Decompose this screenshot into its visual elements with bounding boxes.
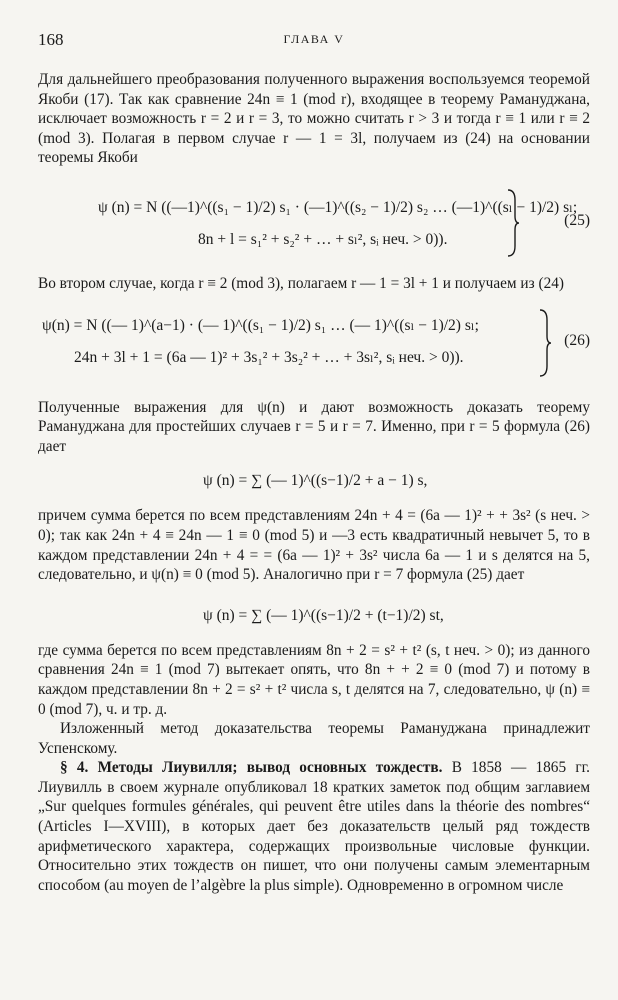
equation-25-number: (25) [564,211,590,229]
equation-sum-1 [38,456,590,506]
paragraph-3: Полученные выражения для ψ(n) и дают возможность доказать теорему Рамануджана для простейших случаев r = 5 и r = 7. Именно, при r = 5 формула (26) дает [38,398,590,455]
equation-sum-1-text: ψ (n) = ∑ (— 1)^((s−1)/2 + a − 1) s, [203,472,428,490]
section-paragraph [38,758,590,895]
page-number: 168 [38,30,64,49]
paragraph-6: Изложенный метод доказательства теоремы Рамануджана принадлежит Успенскому. [38,720,590,757]
equation-26 [38,294,590,386]
book-page [38,30,590,895]
paragraph-1: Для дальнейшего преобразования полученного выражения воспользуемся теоремой Якоби (17). Так как сравнение 24n ≡ 1 (mod r), входящее в теорему Рамануджана, исключает возможность r = 2 и r = 3, то можно считать r > 3 и тогда r ≡ 1 или r ≡ 2 (mod 3). Полагая в первом случае r — 1 = 3l, получаем из (24) на основании теоремы Якоби [38,71,590,167]
equation-26-line-1: ψ(n) = N ((— 1)^(a−1) · (— 1)^((s₁ − 1)/2) s₁ … (— 1)^((sₗ − 1)/2) sₗ; [42,316,479,334]
paragraph-4: причем сумма берется по всем представлениям 24n + 4 = (6a — 1)² + + 3s² (s неч. > 0); так как 24n + 4 ≡ 24n — 1 ≡ 0 (mod 5) и —3 есть квадратичный невычет 5, то в каждом представлении 24n + 4 = = (6a — 1)² + 3s² числа 6a — 1 и s делятся на 5, следовательно, и ψ(n) ≡ 0 (mod 5). Аналогично при r = 7 формула (25) дает [38,507,590,584]
page-header [38,30,590,56]
equation-26-line-2: 24n + 3l + 1 = (6a — 1)² + 3s₁² + 3s₂² + … + 3sₗ², sᵢ неч. > 0)). [74,348,464,366]
right-brace-icon [506,188,520,258]
paragraph-2: Во втором случае, когда r ≡ 2 (mod 3), полагаем r — 1 = 3l + 1 и получаем из (24) [38,274,564,292]
section-text: В 1858 — 1865 гг. Лиувилль в своем журнале опубликовал 18 кратких заметок под общим заглавием „Sur quelques formules générales, qui peuvent être utiles dans la théorie des nombres“ (Articles I—XVIII), в которых дает без доказательств целый ряд тождеств арифметического характера, содержащих произвольные числовые функции. Относительно этих тождеств он пишет, что они получены самым элементарным способом (au moyen de l’algèbre la plus simple). Одновременно в огромном числе [38,759,590,894]
section-heading: § 4. Методы Лиувилля; вывод основных тождеств. [60,759,443,777]
chapter-title: ГЛАВА V [283,32,345,46]
equation-sum-2-text: ψ (n) = ∑ (— 1)^((s−1)/2 + (t−1)/2) st, [203,606,444,624]
equation-25-line-2: 8n + l = s₁² + s₂² + … + sₗ², sᵢ неч. > 0)). [198,230,448,248]
right-brace-icon [538,308,552,378]
equation-sum-2 [38,585,590,641]
equation-25-line-1: ψ (n) = N ((—1)^((s₁ − 1)/2) s₁ · (—1)^((s₂ − 1)/2) s₂ … (—1)^((sₗ − 1)/2) sₗ; [98,198,578,216]
paragraph-5: где сумма берется по всем представлениям 8n + 2 = s² + t² (s, t неч. > 0); из данного сравнения 24n ≡ 1 (mod 7) вытекает опять, что 8n + + 2 ≡ 0 (mod 7) и потому в каждом представлении 8n + 2 = s² + t² числа s, t делятся на 7, следовательно, ψ (n) ≡ 0 (mod 7), ч. и тр. д. [38,641,590,718]
equation-26-number: (26) [564,331,590,349]
equation-25 [38,168,590,268]
